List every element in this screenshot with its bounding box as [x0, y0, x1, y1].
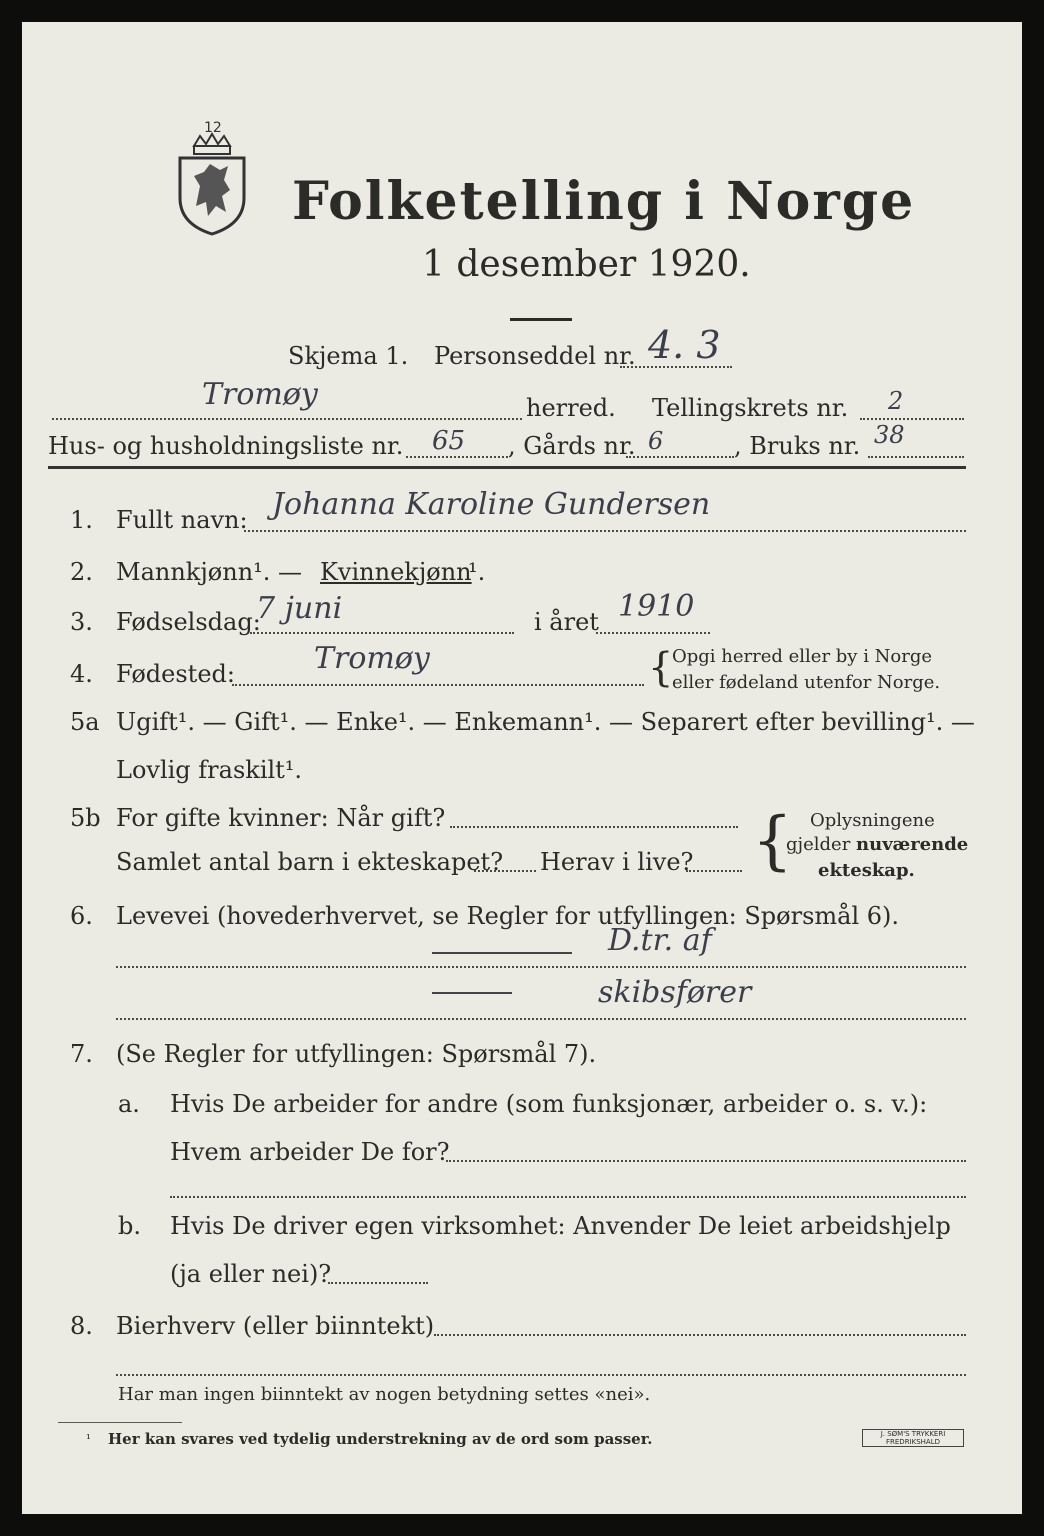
printer-stamp: J. SØM'S TRYKKERI FREDRIKSHALD [862, 1429, 964, 1447]
q4-line [232, 684, 644, 686]
q5b-note-line2a: gjelder [786, 834, 857, 855]
q5a-options-line2: Lovlig fraskilt¹. [116, 756, 303, 784]
q4-number: 4. [70, 660, 93, 688]
form-date: 1 desember 1920. [422, 244, 751, 285]
hus-value: 65 [432, 426, 466, 456]
q2-separator: — [278, 558, 302, 586]
biinntekt-note: Har man ingen biinntekt av nogen betydning settes «nei». [118, 1384, 651, 1405]
q5b-married-line [450, 826, 738, 828]
q5b-number: 5b [70, 804, 101, 832]
q4-note-line2: eller fødeland utenfor Norge. [672, 672, 941, 693]
q5b-note-line2b: nuværende [856, 834, 969, 855]
q2-mannkjonn: Mannkjønn¹. [116, 558, 271, 586]
q7b-question: (ja eller nei)? [170, 1260, 332, 1288]
q5b-alive-line [686, 870, 742, 872]
form-title: Folketelling i Norge [292, 171, 916, 232]
tellingskrets-value: 2 [888, 387, 904, 415]
q3-label: Fødselsdag: [116, 608, 261, 636]
q6-dash-2 [432, 992, 512, 994]
norwegian-coat-of-arms-icon [172, 116, 252, 236]
q8-number: 8. [70, 1312, 93, 1340]
q1-line [244, 530, 966, 532]
q3-year-line [596, 632, 710, 634]
q7-number: 7. [70, 1040, 93, 1068]
footnote-text: Her kan svares ved tydelig understrekning av de ord som passer. [108, 1430, 653, 1448]
q4-brace: { [648, 645, 674, 691]
q7-label: (Se Regler for utfyllingen: Spørsmål 7). [116, 1040, 597, 1068]
q1-label: Fullt navn: [116, 506, 248, 534]
q3-number: 3. [70, 608, 93, 636]
q5b-line1: For gifte kvinner: Når gift? [116, 804, 446, 832]
hus-label: Hus- og husholdningsliste nr. [48, 432, 404, 460]
q7b-letter: b. [118, 1212, 141, 1240]
herred-line [52, 418, 522, 420]
q7a-line1 [446, 1160, 966, 1162]
q7b-text: Hvis De driver egen virksomhet: Anvender De leiet arbeidshjelp [170, 1212, 951, 1240]
q4-label: Fødested: [116, 660, 235, 688]
q3-year-value: 1910 [618, 589, 695, 624]
q2-kvinnekjonn-underlined: Kvinnekjønn [320, 558, 472, 586]
herred-label: herred. [526, 394, 616, 422]
title-divider [510, 318, 572, 321]
q1-number: 1. [70, 506, 93, 534]
q3-birthdate-value: 7 juni [256, 591, 343, 626]
q5b-note-line3: ekteskap. [818, 860, 915, 881]
footnote-mark: ¹ [86, 1432, 91, 1446]
q7a-question: Hvem arbeider De for? [170, 1138, 450, 1166]
q7b-line [328, 1282, 428, 1284]
gards-label: , Gårds nr. [508, 432, 636, 460]
q5b-children-line [474, 870, 536, 872]
q8-line1 [434, 1334, 966, 1336]
q6-occupation-value-line1: D.tr. af [608, 923, 712, 958]
census-form-page [22, 22, 1022, 1514]
q6-line1 [116, 966, 966, 968]
q3-year-label: i året [534, 608, 599, 636]
herred-value: Tromøy [202, 377, 318, 412]
q1-full-name-value: Johanna Karoline Gundersen [272, 487, 711, 522]
footnote-divider [58, 1422, 182, 1423]
q2-number: 2. [70, 558, 93, 586]
q7a-line2 [170, 1196, 966, 1198]
personseddel-value: 4. 3 [648, 323, 721, 367]
q6-number: 6. [70, 902, 93, 930]
bruks-label: , Bruks nr. [734, 432, 861, 460]
header-divider [48, 466, 966, 469]
q6-label: Levevei (hovederhvervet, se Regler for utfyllingen: Spørsmål 6). [116, 902, 900, 930]
q6-line2 [116, 1018, 966, 1020]
q4-birthplace-value: Tromøy [314, 641, 430, 676]
skjema-label: Skjema 1. [288, 342, 409, 370]
bruks-value: 38 [874, 421, 905, 449]
q3-date-line [250, 632, 514, 634]
q5a-options-line1: Ugift¹. — Gift¹. — Enke¹. — Enkemann¹. — Separert efter bevilling¹. — [116, 708, 975, 736]
q7a-letter: a. [118, 1090, 140, 1118]
q8-label: Bierhverv (eller biinntekt) [116, 1312, 435, 1340]
personseddel-label: Personseddel nr. [434, 342, 636, 370]
q5b-alive-label: Herav i live? [540, 848, 694, 876]
q4-note-line1: Opgi herred eller by i Norge [672, 646, 933, 667]
crest-number: 12 [204, 120, 222, 136]
gards-value: 6 [648, 427, 664, 455]
q7a-text: Hvis De arbeider for andre (som funksjonær, arbeider o. s. v.): [170, 1090, 928, 1118]
q8-line2 [116, 1374, 966, 1376]
q2-footnote-mark: ¹. [468, 558, 486, 586]
q5b-note-line1: Oplysningene [810, 810, 935, 831]
q5b-children-label: Samlet antal barn i ekteskapet? [116, 848, 504, 876]
q5b-brace: { [752, 804, 793, 878]
q6-dash-1 [432, 952, 572, 954]
gards-line [626, 456, 734, 458]
q6-occupation-value-line2: skibsfører [598, 975, 752, 1010]
bruks-line [868, 456, 964, 458]
q5a-number: 5a [70, 708, 100, 736]
tellingskrets-label: Tellingskrets nr. [652, 394, 849, 422]
